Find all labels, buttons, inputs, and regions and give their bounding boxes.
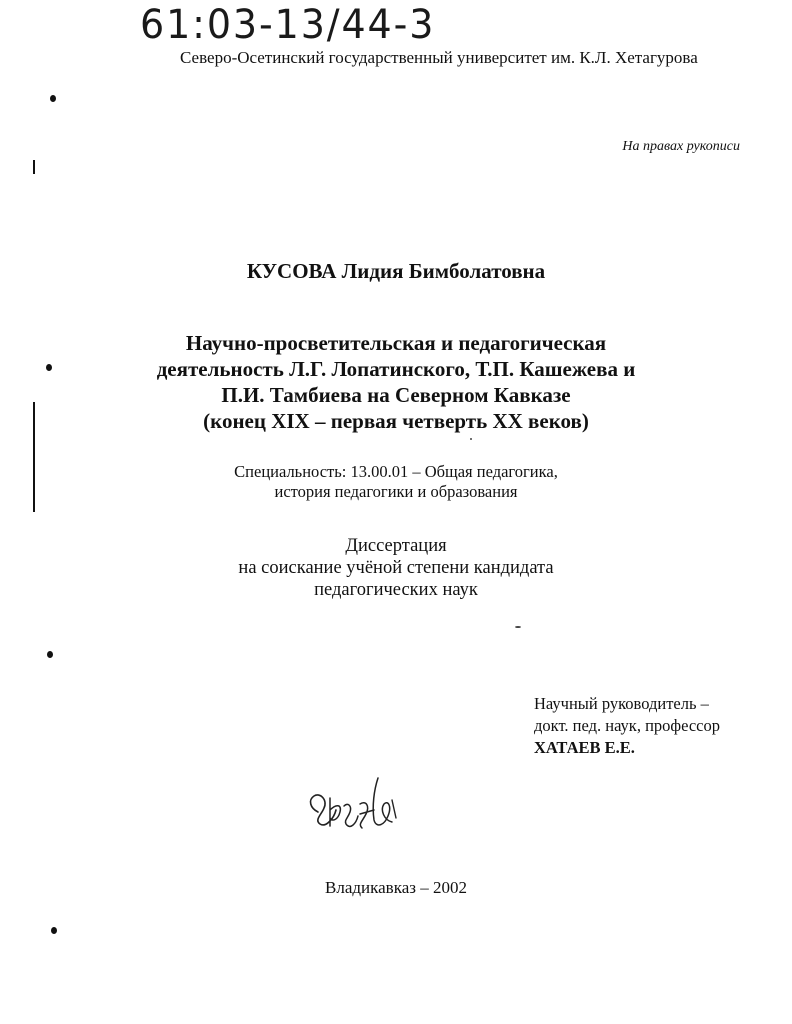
- scan-artifact-dot: [51, 927, 57, 934]
- title-line: Научно-просветительская и педагогическая: [185, 331, 607, 355]
- specialty-block: [0, 462, 792, 502]
- dissertation-title: [0, 330, 792, 434]
- scan-artifact-line: [33, 402, 35, 512]
- title-line: П.И. Тамбиева на Северном Кавказе: [221, 383, 571, 407]
- supervisor-role: Научный руководитель –: [534, 694, 709, 713]
- scan-artifact-dot: [46, 364, 52, 371]
- specialty-line: Специальность: 13.00.01 – Общая педагогика,: [234, 462, 558, 481]
- author-name: КУСОВА Лидия Бимболатовна: [246, 259, 546, 283]
- scan-artifact-dot: [50, 95, 56, 102]
- handwritten-catalog-code: 61:03-13/44-3: [140, 2, 436, 48]
- scan-artifact-dot: [47, 651, 53, 658]
- specialty-line: история педагогики и образования: [274, 482, 518, 501]
- university-name: Северо-Осетинский государственный университет им. К.Л. Хетагурова: [180, 48, 698, 67]
- degree-line: на соискание учёной степени кандидата: [238, 558, 554, 578]
- scan-artifact-speck: [515, 626, 521, 628]
- scan-artifact-line: [33, 160, 35, 174]
- scan-artifact-speck: [470, 438, 472, 440]
- degree-line: педагогических наук: [314, 580, 478, 600]
- manuscript-rights-note: На правах рукописи: [622, 139, 740, 154]
- title-line: деятельность Л.Г. Лопатинского, Т.П. Кашежева и: [156, 357, 636, 381]
- degree-line: Диссертация: [345, 536, 447, 556]
- supervisor-name: ХАТАЕВ Е.Е.: [534, 738, 635, 757]
- degree-block: [0, 535, 792, 601]
- title-line: (конец XIX – первая четверть XX веков): [203, 409, 589, 433]
- city-year: Владикавказ – 2002: [325, 878, 467, 897]
- supervisor-degree: докт. пед. наук, профессор: [534, 716, 720, 735]
- author-signature: [300, 770, 410, 850]
- supervisor-block: [534, 693, 720, 759]
